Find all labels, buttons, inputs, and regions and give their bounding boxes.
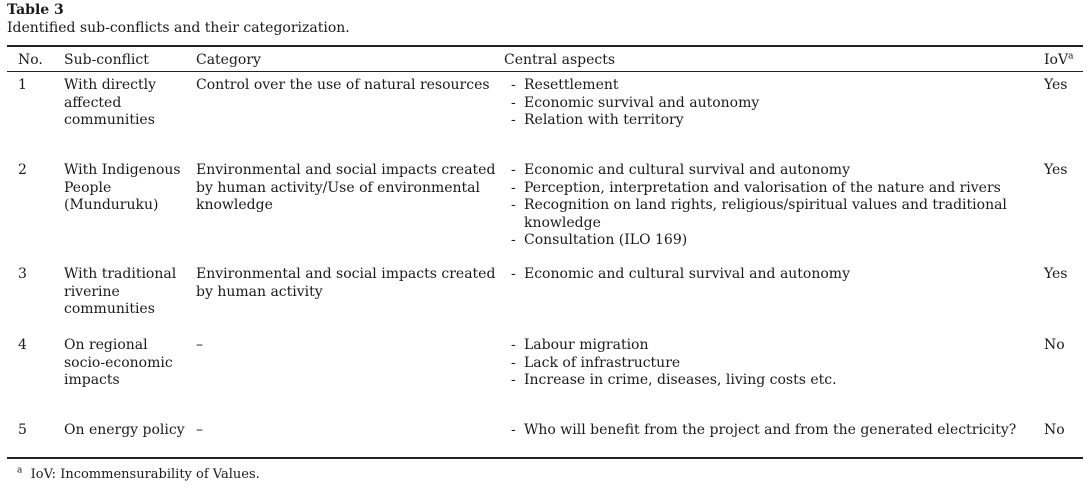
table-caption: Identified sub-conflicts and their categorization. — [7, 20, 350, 36]
top-rule — [7, 45, 1083, 47]
row-category: Control over the use of natural resources — [196, 77, 490, 93]
row-central-aspects — [508, 422, 1043, 440]
header-category: Category — [196, 52, 261, 68]
aspects-list — [508, 422, 1043, 440]
row-central-aspects — [508, 266, 1043, 284]
row-number: 2 — [18, 162, 27, 178]
aspect-item: - Consultation (ILO 169) — [508, 232, 1043, 250]
header-aspects: Central aspects — [504, 52, 616, 68]
row-iov: No — [1044, 422, 1065, 438]
aspect-item: - Economic and cultural survival and autonomy — [508, 162, 1043, 180]
header-no: No. — [18, 52, 43, 68]
aspect-item: - Lack of infrastructure — [508, 355, 1043, 373]
row-number: 3 — [18, 266, 27, 282]
aspect-item: - Perception, interpretation and valorisation of the nature and rivers — [508, 180, 1043, 198]
row-subconflict: With directly affected communities — [64, 77, 156, 128]
aspect-item: - Economic and cultural survival and autonomy — [508, 266, 1043, 284]
table-label: Table 3 — [7, 2, 64, 18]
row-category: – — [196, 337, 203, 353]
aspect-item: - Resettlement — [508, 77, 1043, 95]
header-subconflict: Sub-conflict — [64, 52, 149, 68]
row-subconflict: On energy policy — [64, 422, 185, 438]
bottom-rule — [7, 457, 1083, 459]
header-rule — [7, 71, 1083, 72]
row-central-aspects — [508, 162, 1043, 250]
row-central-aspects — [508, 77, 1043, 130]
row-iov: Yes — [1044, 77, 1068, 93]
row-category: – — [196, 422, 203, 438]
row-subconflict: On regional socio-economic impacts — [64, 337, 173, 388]
row-subconflict: With traditional riverine communities — [64, 266, 177, 317]
aspects-list — [508, 77, 1043, 130]
aspects-list — [508, 162, 1043, 250]
aspect-item: - Increase in crime, diseases, living costs etc. — [508, 372, 1043, 390]
footnote-mark: a — [17, 465, 23, 476]
aspects-list — [508, 266, 1043, 284]
table-footnote: $^a$ IoV: Incommensurability of Values. — [17, 465, 260, 482]
aspect-item: - Relation with territory — [508, 112, 1043, 130]
row-iov: No — [1044, 337, 1065, 353]
footnote-mark: a — [1068, 51, 1074, 62]
row-category: Environmental and social impacts created by human activity/Use of environmental knowledge — [196, 162, 496, 213]
row-iov: Yes — [1044, 266, 1068, 282]
row-subconflict: With Indigenous People (Munduruku) — [64, 162, 181, 213]
aspect-item: - Who will benefit from the project and from the generated electricity? — [508, 422, 1043, 440]
row-number: 1 — [18, 77, 27, 93]
row-central-aspects — [508, 337, 1043, 390]
aspect-item: - Economic survival and autonomy — [508, 95, 1043, 113]
row-number: 4 — [18, 337, 27, 353]
row-number: 5 — [18, 422, 27, 438]
row-category: Environmental and social impacts created by human activity — [196, 266, 496, 300]
header-iov: IoV$^a$ — [1044, 51, 1074, 68]
aspects-list — [508, 337, 1043, 390]
aspect-item: - Recognition on land rights, religious/spiritual values and traditional knowledge — [508, 197, 1043, 232]
row-iov: Yes — [1044, 162, 1068, 178]
aspect-item: - Labour migration — [508, 337, 1043, 355]
